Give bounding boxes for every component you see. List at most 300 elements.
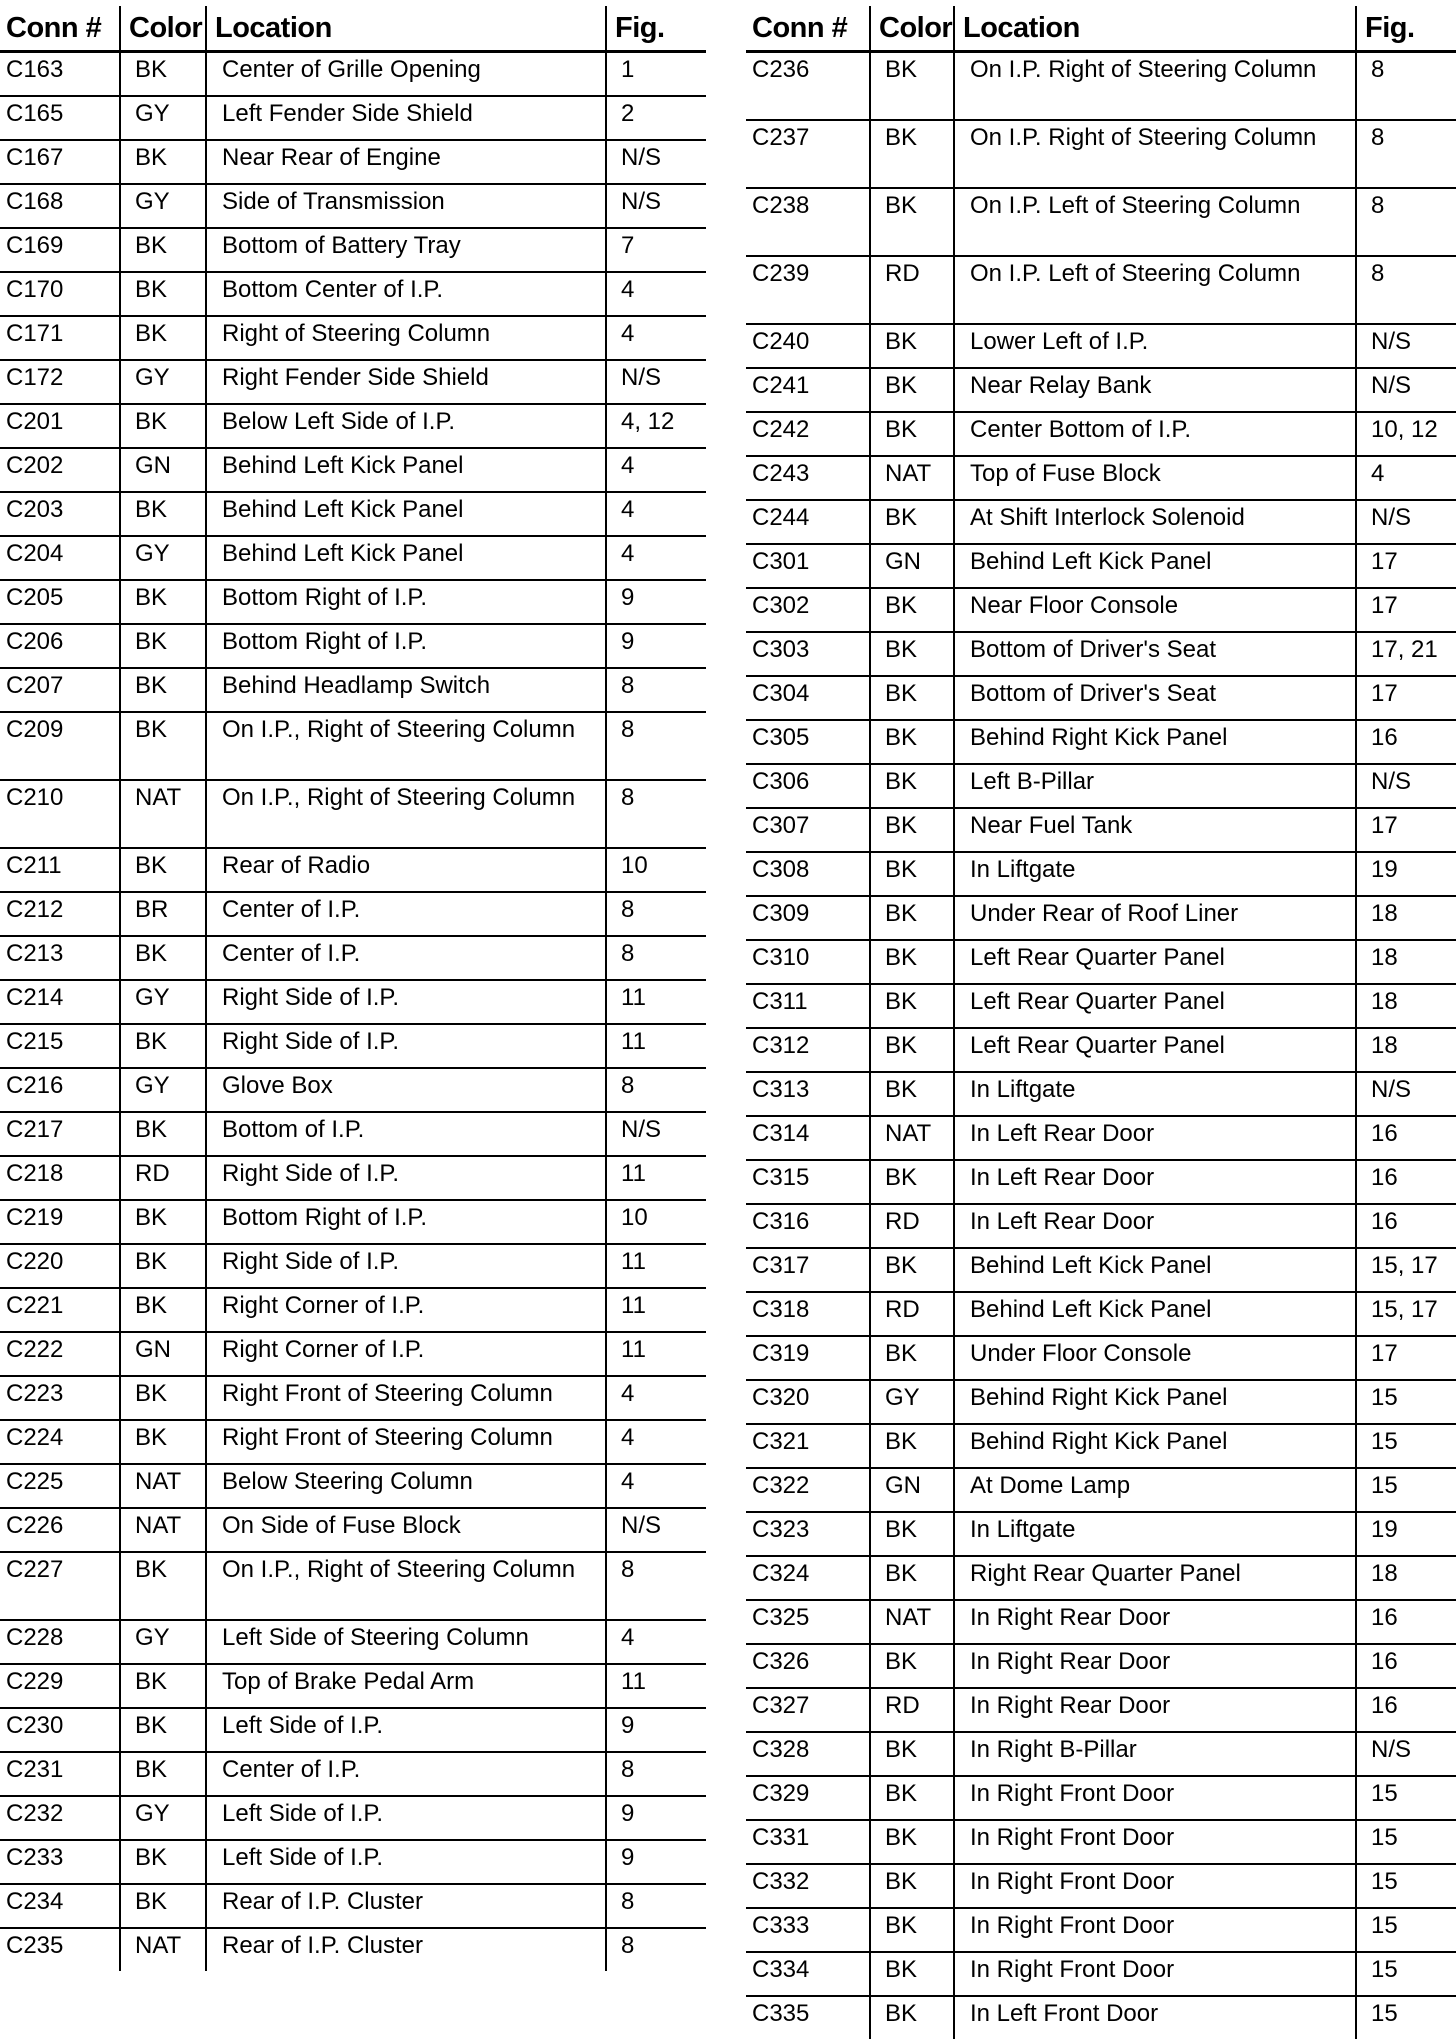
color-cell: GY [870,1380,954,1424]
fig-cell: 17, 21 [1356,632,1456,676]
table-row [0,712,706,780]
conn-cell: C218 [0,1156,120,1200]
table-row [0,1332,706,1376]
table-row [0,1708,706,1752]
fig-cell: 1 [606,52,706,97]
fig-cell: 18 [1356,896,1456,940]
fig-cell: 16 [1356,1160,1456,1204]
fig-cell: 4 [606,316,706,360]
location-cell: Behind Left Kick Panel [206,536,606,580]
location-cell: Left Side of I.P. [206,1840,606,1884]
table-row [746,1292,1456,1336]
fig-cell: 8 [1356,188,1456,256]
table-row [0,668,706,712]
fig-cell: 16 [1356,1204,1456,1248]
location-cell: Center of I.P. [206,936,606,980]
table-row [746,1996,1456,2039]
table-row [746,120,1456,188]
table-row [746,764,1456,808]
conn-cell: C167 [0,140,120,184]
fig-cell: 10 [606,848,706,892]
table-row [0,1552,706,1620]
color-cell: BK [120,1288,206,1332]
location-cell: At Shift Interlock Solenoid [954,500,1356,544]
color-cell: RD [870,1688,954,1732]
table-row [0,1796,706,1840]
fig-cell: 4 [606,1420,706,1464]
table-row [746,500,1456,544]
location-cell: Rear of Radio [206,848,606,892]
location-cell: In Left Rear Door [954,1160,1356,1204]
fig-cell: 8 [1356,256,1456,324]
color-cell: BK [870,1336,954,1380]
fig-cell: 17 [1356,676,1456,720]
location-cell: On I.P., Right of Steering Column [206,780,606,848]
table-row [746,1864,1456,1908]
table-row [0,492,706,536]
conn-cell: C214 [0,980,120,1024]
table-row [746,1644,1456,1688]
table-row [0,1068,706,1112]
color-cell: BK [870,1512,954,1556]
fig-cell: 17 [1356,588,1456,632]
conn-cell: C315 [746,1160,870,1204]
table-row [746,1204,1456,1248]
conn-cell: C220 [0,1244,120,1288]
conn-cell: C227 [0,1552,120,1620]
fig-cell: 15, 17 [1356,1248,1456,1292]
conn-cell: C237 [746,120,870,188]
connector-table-right [746,6,1456,2039]
table-row [746,1336,1456,1380]
location-cell: At Dome Lamp [954,1468,1356,1512]
conn-cell: C171 [0,316,120,360]
table-row [0,1156,706,1200]
conn-cell: C323 [746,1512,870,1556]
table-row [0,272,706,316]
table-row [746,368,1456,412]
conn-cell: C241 [746,368,870,412]
color-cell: BK [120,1024,206,1068]
fig-cell: N/S [1356,324,1456,368]
color-cell: BK [870,1072,954,1116]
color-cell: BK [870,412,954,456]
conn-cell: C301 [746,544,870,588]
table-row [746,984,1456,1028]
fig-cell: 11 [606,1024,706,1068]
location-cell: Left Rear Quarter Panel [954,1028,1356,1072]
conn-cell: C211 [0,848,120,892]
conn-cell: C324 [746,1556,870,1600]
location-cell: Under Rear of Roof Liner [954,896,1356,940]
location-cell: In Right B-Pillar [954,1732,1356,1776]
conn-cell: C318 [746,1292,870,1336]
color-cell: BK [120,228,206,272]
fig-cell: 4 [1356,456,1456,500]
fig-cell: N/S [606,1508,706,1552]
conn-cell: C163 [0,52,120,97]
fig-cell: 18 [1356,1028,1456,1072]
fig-cell: 9 [606,1708,706,1752]
fig-cell: 4 [606,1376,706,1420]
color-cell: BK [120,404,206,448]
color-cell: BK [870,1864,954,1908]
conn-cell: C206 [0,624,120,668]
location-cell: Center of I.P. [206,892,606,936]
color-cell: BK [870,1644,954,1688]
color-cell: BK [120,1840,206,1884]
color-cell: GY [120,96,206,140]
conn-cell: C229 [0,1664,120,1708]
conn-cell: C325 [746,1600,870,1644]
fig-cell: 11 [606,1244,706,1288]
fig-cell: N/S [1356,1732,1456,1776]
fig-cell: N/S [606,360,706,404]
conn-cell: C204 [0,536,120,580]
location-cell: Behind Left Kick Panel [954,1248,1356,1292]
table-row [0,780,706,848]
fig-cell: 15 [1356,1424,1456,1468]
color-cell: BK [120,1112,206,1156]
conn-cell: C201 [0,404,120,448]
fig-cell: 7 [606,228,706,272]
fig-cell: 15 [1356,1996,1456,2039]
conn-cell: C244 [746,500,870,544]
color-cell: BK [120,1884,206,1928]
conn-cell: C327 [746,1688,870,1732]
table-row [0,1620,706,1664]
location-cell: Glove Box [206,1068,606,1112]
fig-cell: 15 [1356,1952,1456,1996]
conn-cell: C304 [746,676,870,720]
conn-cell: C307 [746,808,870,852]
location-cell: In Liftgate [954,1512,1356,1556]
location-cell: Right Front of Steering Column [206,1376,606,1420]
color-cell: BK [870,1160,954,1204]
color-cell: NAT [870,1600,954,1644]
fig-cell: 9 [606,580,706,624]
conn-cell: C215 [0,1024,120,1068]
color-cell: GY [120,360,206,404]
conn-cell: C314 [746,1116,870,1160]
color-cell: BK [120,492,206,536]
color-cell: BK [870,1248,954,1292]
color-cell: NAT [870,456,954,500]
header-fig: Fig. [1356,6,1456,52]
table-row [746,1732,1456,1776]
table-row [746,256,1456,324]
table-row [746,188,1456,256]
conn-cell: C306 [746,764,870,808]
fig-cell: 8 [1356,52,1456,121]
table-row [0,1288,706,1332]
conn-cell: C170 [0,272,120,316]
location-cell: In Right Front Door [954,1908,1356,1952]
conn-cell: C226 [0,1508,120,1552]
conn-cell: C221 [0,1288,120,1332]
location-cell: Right of Steering Column [206,316,606,360]
location-cell: Right Rear Quarter Panel [954,1556,1356,1600]
fig-cell: 11 [606,1664,706,1708]
table-row [746,1468,1456,1512]
location-cell: Left Fender Side Shield [206,96,606,140]
table-row [0,1200,706,1244]
table-row [0,1112,706,1156]
color-cell: BK [120,848,206,892]
location-cell: Below Left Side of I.P. [206,404,606,448]
conn-cell: C165 [0,96,120,140]
fig-cell: 8 [606,936,706,980]
fig-cell: 2 [606,96,706,140]
table-row [0,1664,706,1708]
fig-cell: 16 [1356,720,1456,764]
table-row [746,1820,1456,1864]
location-cell: Left Rear Quarter Panel [954,984,1356,1028]
conn-cell: C242 [746,412,870,456]
color-cell: BK [870,1424,954,1468]
location-cell: Behind Left Kick Panel [206,448,606,492]
conn-cell: C217 [0,1112,120,1156]
color-cell: BK [870,1820,954,1864]
location-cell: Center Bottom of I.P. [954,412,1356,456]
fig-cell: 15, 17 [1356,1292,1456,1336]
color-cell: BK [120,140,206,184]
table-row [0,624,706,668]
header-location: Location [206,6,606,52]
fig-cell: 8 [606,892,706,936]
conn-cell: C169 [0,228,120,272]
color-cell: BK [870,1952,954,1996]
conn-cell: C319 [746,1336,870,1380]
fig-cell: 8 [606,1752,706,1796]
fig-cell: N/S [1356,368,1456,412]
location-cell: Right Corner of I.P. [206,1332,606,1376]
table-row [0,580,706,624]
conn-cell: C311 [746,984,870,1028]
table-row [746,1028,1456,1072]
table-row [746,456,1456,500]
location-cell: Right Corner of I.P. [206,1288,606,1332]
location-cell: Center of Grille Opening [206,52,606,97]
color-cell: BK [870,1996,954,2039]
header-conn: Conn # [746,6,870,52]
location-cell: On I.P., Right of Steering Column [206,1552,606,1620]
fig-cell: 8 [606,668,706,712]
conn-cell: C303 [746,632,870,676]
table-row [0,404,706,448]
conn-cell: C322 [746,1468,870,1512]
fig-cell: 11 [606,1156,706,1200]
fig-cell: 17 [1356,1336,1456,1380]
location-cell: Near Rear of Engine [206,140,606,184]
table-row [746,1248,1456,1292]
color-cell: BK [870,1028,954,1072]
location-cell: Rear of I.P. Cluster [206,1928,606,1971]
table-row [746,940,1456,984]
conn-cell: C240 [746,324,870,368]
table-row [746,1072,1456,1116]
table-row [746,1380,1456,1424]
fig-cell: N/S [606,184,706,228]
table-row [0,536,706,580]
fig-cell: N/S [1356,764,1456,808]
color-cell: BK [120,52,206,97]
conn-cell: C219 [0,1200,120,1244]
color-cell: BK [870,1732,954,1776]
table-row [0,1508,706,1552]
location-cell: Bottom Right of I.P. [206,1200,606,1244]
fig-cell: 15 [1356,1468,1456,1512]
color-cell: GY [120,1620,206,1664]
table-row [746,52,1456,121]
color-cell: BK [120,1708,206,1752]
color-cell: BK [120,1244,206,1288]
table-row [746,588,1456,632]
fig-cell: 15 [1356,1776,1456,1820]
fig-cell: 8 [606,1884,706,1928]
fig-cell: 16 [1356,1600,1456,1644]
table-row [746,1424,1456,1468]
conn-cell: C321 [746,1424,870,1468]
color-cell: BK [870,368,954,412]
location-cell: Left B-Pillar [954,764,1356,808]
location-cell: Right Front of Steering Column [206,1420,606,1464]
conn-cell: C312 [746,1028,870,1072]
table-row [746,544,1456,588]
table-row [746,896,1456,940]
table-row [746,1600,1456,1644]
location-cell: In Right Front Door [954,1952,1356,1996]
location-cell: Bottom of Driver's Seat [954,632,1356,676]
connector-table-left [0,6,706,1971]
fig-cell: 8 [606,1068,706,1112]
color-cell: RD [120,1156,206,1200]
location-cell: In Left Rear Door [954,1116,1356,1160]
table-row [0,448,706,492]
color-cell: BR [120,892,206,936]
header-fig: Fig. [606,6,706,52]
conn-cell: C231 [0,1752,120,1796]
color-cell: NAT [120,1508,206,1552]
conn-cell: C320 [746,1380,870,1424]
color-cell: BK [870,1776,954,1820]
location-cell: Rear of I.P. Cluster [206,1884,606,1928]
location-cell: In Right Front Door [954,1864,1356,1908]
location-cell: Top of Brake Pedal Arm [206,1664,606,1708]
fig-cell: 4 [606,272,706,316]
conn-cell: C334 [746,1952,870,1996]
location-cell: Side of Transmission [206,184,606,228]
fig-cell: 18 [1356,940,1456,984]
location-cell: Near Relay Bank [954,368,1356,412]
conn-cell: C228 [0,1620,120,1664]
fig-cell: 8 [606,712,706,780]
color-cell: BK [870,852,954,896]
fig-cell: 16 [1356,1644,1456,1688]
color-cell: GN [120,1332,206,1376]
fig-cell: 18 [1356,1556,1456,1600]
table-row [746,1556,1456,1600]
location-cell: In Left Front Door [954,1996,1356,2039]
table-row [0,1376,706,1420]
table-row [0,1840,706,1884]
fig-cell: 15 [1356,1820,1456,1864]
color-cell: BK [870,808,954,852]
location-cell: Behind Right Kick Panel [954,1380,1356,1424]
location-cell: Center of I.P. [206,1752,606,1796]
location-cell: Behind Headlamp Switch [206,668,606,712]
table-header-row [746,6,1456,52]
conn-cell: C335 [746,1996,870,2039]
location-cell: Lower Left of I.P. [954,324,1356,368]
location-cell: On I.P., Right of Steering Column [206,712,606,780]
conn-cell: C202 [0,448,120,492]
color-cell: BK [120,668,206,712]
table-row [746,1952,1456,1996]
location-cell: Under Floor Console [954,1336,1356,1380]
table-row [746,720,1456,764]
table-row [746,1160,1456,1204]
conn-cell: C332 [746,1864,870,1908]
color-cell: RD [870,256,954,324]
table-row [0,848,706,892]
location-cell: Behind Right Kick Panel [954,1424,1356,1468]
conn-cell: C224 [0,1420,120,1464]
conn-cell: C331 [746,1820,870,1864]
fig-cell: 10 [606,1200,706,1244]
location-cell: Top of Fuse Block [954,456,1356,500]
table-row [746,1512,1456,1556]
conn-cell: C310 [746,940,870,984]
fig-cell: 19 [1356,852,1456,896]
location-cell: Near Floor Console [954,588,1356,632]
location-cell: On I.P. Right of Steering Column [954,52,1356,121]
fig-cell: 15 [1356,1380,1456,1424]
color-cell: BK [870,984,954,1028]
conn-cell: C316 [746,1204,870,1248]
header-location: Location [954,6,1356,52]
table-row [0,140,706,184]
header-color: Color [120,6,206,52]
location-cell: Bottom Right of I.P. [206,624,606,668]
fig-cell: 9 [606,624,706,668]
conn-cell: C309 [746,896,870,940]
color-cell: BK [870,764,954,808]
location-cell: On I.P. Left of Steering Column [954,256,1356,324]
table-row [0,892,706,936]
color-cell: BK [870,896,954,940]
conn-cell: C239 [746,256,870,324]
fig-cell: 8 [606,1552,706,1620]
fig-cell: 19 [1356,1512,1456,1556]
color-cell: BK [870,1556,954,1600]
fig-cell: 18 [1356,984,1456,1028]
color-cell: GN [120,448,206,492]
fig-cell: 17 [1356,544,1456,588]
fig-cell: N/S [606,140,706,184]
table-row [0,1024,706,1068]
fig-cell: 8 [606,1928,706,1971]
location-cell: In Liftgate [954,852,1356,896]
color-cell: GY [120,1796,206,1840]
conn-cell: C313 [746,1072,870,1116]
conn-cell: C225 [0,1464,120,1508]
location-cell: Bottom of Driver's Seat [954,676,1356,720]
location-cell: Bottom of I.P. [206,1112,606,1156]
color-cell: BK [120,1200,206,1244]
location-cell: Behind Left Kick Panel [206,492,606,536]
color-cell: GY [120,980,206,1024]
